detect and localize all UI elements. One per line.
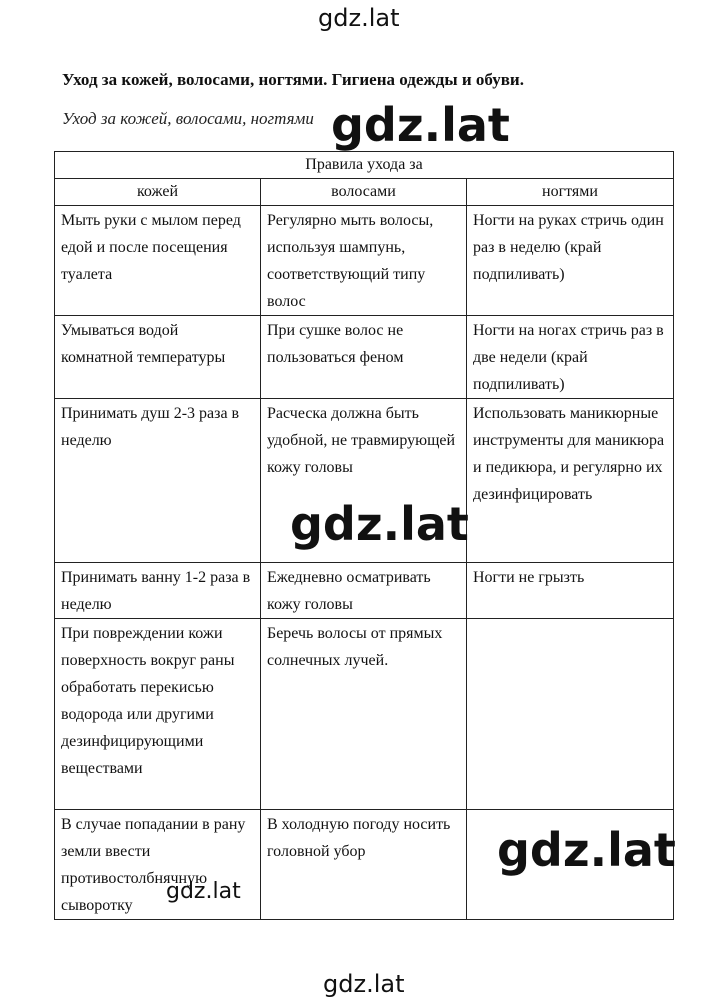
- watermark-small: gdz.lat: [166, 879, 241, 904]
- watermark-large-1: gdz.lat: [331, 98, 510, 152]
- column-header-hair: волосами: [261, 179, 467, 206]
- table-row: [55, 316, 674, 399]
- page-heading: Уход за кожей, волосами, ногтями. Гигиена одежды и обуви.: [62, 70, 524, 89]
- table-cell: Ежедневно осматривать кожу головы: [261, 563, 467, 619]
- table-title: Правила ухода за: [55, 152, 674, 179]
- table-cell: Ногти не грызть: [467, 563, 674, 619]
- table-cell: Ногти на руках стричь один раз в неделю (край подпиливать): [467, 206, 674, 316]
- watermark-large-3: gdz.lat: [497, 823, 676, 877]
- table-cell: Умываться водой комнатной температуры: [55, 316, 261, 399]
- table-cell: При повреждении кожи поверхность вокруг раны обработать перекисью водорода или другими дезинфицирующими веществами: [55, 619, 261, 810]
- table-cell: Регулярно мыть волосы, используя шампунь, соответствующий типу волос: [261, 206, 467, 316]
- table-title-row: [55, 152, 674, 179]
- table-row: [55, 619, 674, 810]
- column-header-nails: ногтями: [467, 179, 674, 206]
- table-cell: Использовать маникюрные инструменты для маникюра и педикюра, и регулярно их дезинфицировать: [467, 399, 674, 563]
- table-cell: Беречь волосы от прямых солнечных лучей.: [261, 619, 467, 810]
- table-cell: В холодную погоду носить головной убор: [261, 810, 467, 920]
- page-subheading: Уход за кожей, волосами, ногтями: [62, 109, 314, 128]
- column-header-skin: кожей: [55, 179, 261, 206]
- table-header-row: [55, 179, 674, 206]
- table-cell: Принимать душ 2-3 раза в неделю: [55, 399, 261, 563]
- table-cell: Расческа должна быть удобной, не травмирующей кожу головы: [261, 399, 467, 563]
- watermark-large-2: gdz.lat: [290, 497, 469, 551]
- table-cell: При сушке волос не пользоваться феном: [261, 316, 467, 399]
- table-row: [55, 206, 674, 316]
- table-cell: Принимать ванну 1-2 раза в неделю: [55, 563, 261, 619]
- table-cell: В случае попадании в рану земли ввести противостолбнячную сыворотку: [55, 810, 261, 920]
- table-row: [55, 563, 674, 619]
- table-cell: Ногти на ногах стричь раз в две недели (край подпиливать): [467, 316, 674, 399]
- table-cell: Мыть руки с мылом перед едой и после посещения туалета: [55, 206, 261, 316]
- watermark-top: gdz.lat: [318, 4, 400, 32]
- table-cell: [467, 619, 674, 810]
- watermark-bottom: gdz.lat: [323, 970, 405, 998]
